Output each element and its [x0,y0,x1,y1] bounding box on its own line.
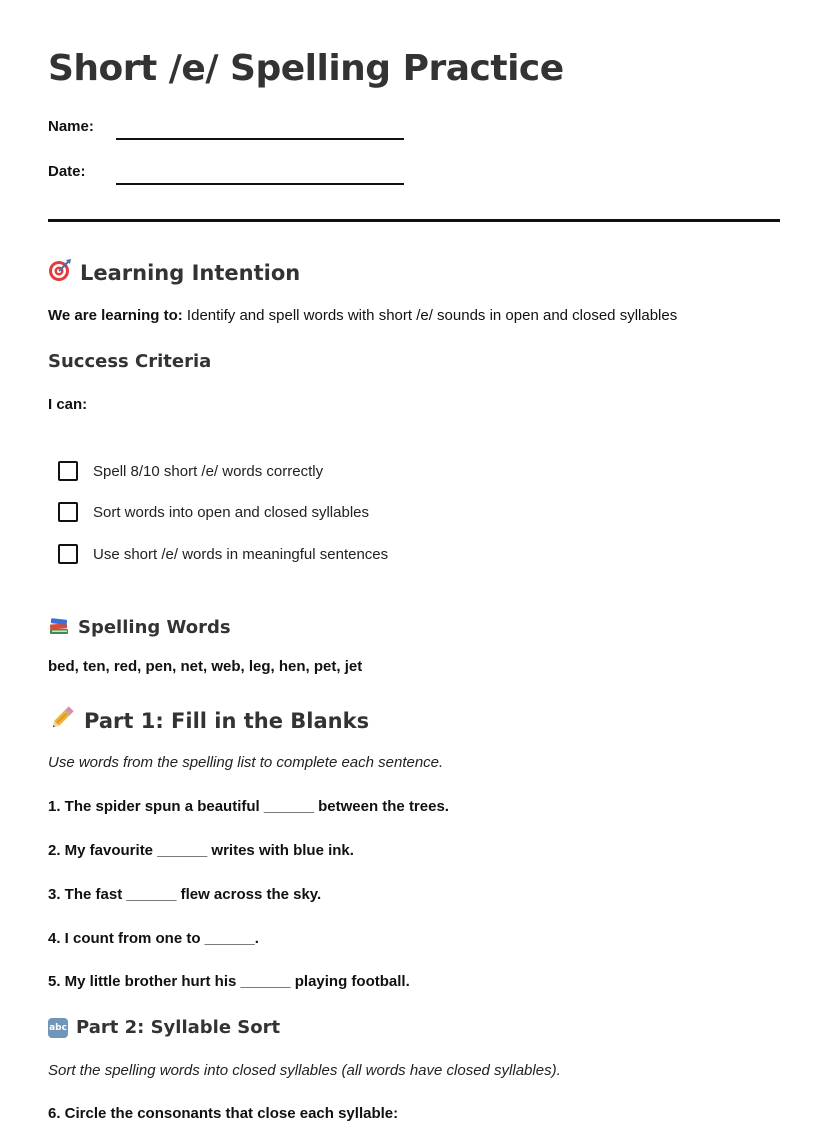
spelling-words-title: Spelling Words [78,617,231,638]
divider [48,219,780,222]
criteria-item[interactable] [58,500,369,524]
checkbox[interactable] [58,461,78,481]
question-5: 5. My little brother hurt his ______ playing football. [48,973,410,990]
question-6: 6. Circle the consonants that close each syllable: [48,1105,399,1122]
name-label: Name: [48,118,94,135]
learning-intention-title: Learning Intention [80,260,301,285]
learning-lead: We are learning to: [48,307,183,324]
name-line[interactable] [116,138,404,140]
criteria-label: Spell 8/10 short /e/ words correctly [93,462,324,480]
name-field [48,118,408,142]
success-criteria-title: Success Criteria [48,351,212,372]
part2-heading [48,1017,280,1038]
criteria-label: Use short /e/ words in meaningful sentences [93,545,389,563]
pencil-icon [48,704,76,737]
spelling-word-list: bed, ten, red, pen, net, web, leg, hen, pet, jet [48,658,363,675]
criteria-label: Sort words into open and closed syllables [93,503,369,521]
question-4: 4. I count from one to ______. [48,930,259,947]
spelling-words-heading [48,614,231,641]
learning-intention-heading [48,258,300,287]
date-line[interactable] [116,183,404,185]
target-icon [48,258,72,287]
part1-heading [48,704,369,737]
criteria-item[interactable] [58,542,388,566]
question-3: 3. The fast ______ flew across the sky. [48,886,322,903]
part2-instruction: Sort the spelling words into closed syllables (all words have closed syllables). [48,1062,561,1079]
criteria-item[interactable] [58,459,323,483]
learning-body: Identify and spell words with short /e/ sounds in open and closed syllables [182,307,678,324]
success-criteria-heading [48,351,211,372]
part1-instruction: Use words from the spelling list to complete each sentence. [48,754,444,771]
checkbox[interactable] [58,502,78,522]
abc-icon: abc [48,1018,68,1038]
learning-intention-text [48,307,677,324]
date-label: Date: [48,163,86,180]
date-field [48,163,408,187]
question-1: 1. The spider spun a beautiful ______ between the trees. [48,798,449,815]
i-can-label: I can: [48,396,88,413]
books-icon [48,614,70,641]
page-title: Short /e/ Spelling Practice [48,48,564,89]
part1-title: Part 1: Fill in the Blanks [84,708,370,733]
question-2: 2. My favourite ______ writes with blue ink. [48,842,354,859]
part2-title: Part 2: Syllable Sort [76,1017,281,1038]
checkbox[interactable] [58,544,78,564]
